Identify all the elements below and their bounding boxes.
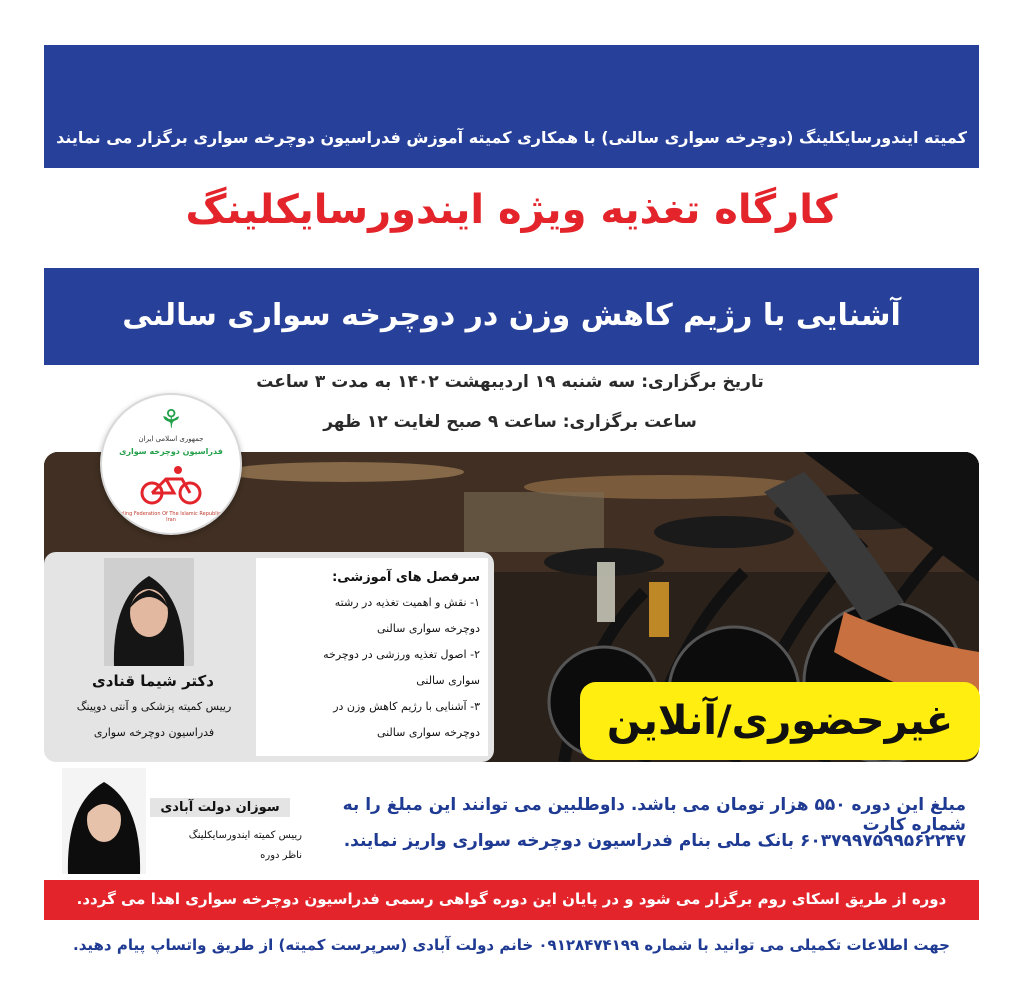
syllabus-item: ۱- نقش و اهمیت تغذیه در رشته xyxy=(334,596,480,609)
page-title: کارگاه تغذیه ویژه ایندورسایکلینگ xyxy=(185,187,838,233)
syllabus-item: دوچرخه سواری سالنی xyxy=(376,622,480,635)
syllabus-item: ۳- آشنایی با رژیم کاهش وزن در xyxy=(333,700,480,713)
syllabus-box xyxy=(256,558,488,756)
instructor-role: رییس کمیته پزشکی و آنتی دوپینگ xyxy=(76,700,232,713)
instructor-role-org: فدراسیون دوچرخه سواری xyxy=(93,726,215,739)
format-badge: غیرحضوری/آنلاین xyxy=(580,682,980,760)
certificate-notice: دوره از طریق اسکای روم برگزار می شود و در پایان این دوره گواهی رسمی فدراسیون دوچرخه سواری اهدا می گردد. xyxy=(76,890,947,908)
supervisor-photo xyxy=(62,768,146,874)
instructor-photo xyxy=(104,558,194,666)
payment-info: ۶۰۳۷۹۹۷۵۹۹۵۶۲۲۴۷ بانک ملی بنام فدراسیون دوچرخه سواری واریز نمایند. xyxy=(343,831,966,851)
organizer-line: کمیته ایندورسایکلینگ (دوچرخه سواری سالنی) با همکاری کمیته آموزش فدراسیون دوچرخه سواری برگزار می نمایند xyxy=(56,128,967,147)
iran-emblem-icon: ⚘ xyxy=(159,405,183,435)
event-date: تاریخ برگزاری: سه شنبه ۱۹ اردیبهشت ۱۴۰۲ به مدت ۳ ساعت xyxy=(256,372,764,392)
page-subtitle: آشنایی با رژیم کاهش وزن در دوچرخه سواری سالنی xyxy=(122,298,901,333)
supervisor-name: سوزان دولت آبادی xyxy=(150,798,290,817)
supervisor-role: رییس کمیته ایندورسایکلینگ xyxy=(188,830,302,841)
contact-info: جهت اطلاعات تکمیلی می توانید با شماره ۰۹۱۲۸۴۷۴۱۹۹ خانم دولت آبادی (سرپرست کمیته) از طریق واتساپ پیام دهید. xyxy=(73,936,950,954)
syllabus-item: ۲- اصول تغذیه ورزشی در دوچرخه xyxy=(323,648,480,661)
logo-english-text: Cycling Federation Of The Islamic Republic Of Iran xyxy=(113,511,229,523)
syllabus-item: دوچرخه سواری سالنی xyxy=(376,726,480,739)
supervisor-role-2: ناظر دوره xyxy=(260,850,302,861)
event-time: ساعت برگزاری: ساعت ۹ صبح لغایت ۱۲ ظهر xyxy=(323,412,697,432)
cyclist-icon xyxy=(138,465,204,505)
federation-logo xyxy=(100,393,242,535)
logo-federation-text: فدراسیون دوچرخه سواری xyxy=(119,447,223,456)
logo-republic-text: جمهوری اسلامی ایران xyxy=(138,435,204,443)
header-band xyxy=(44,45,979,168)
instructor-name: دکتر شیما قنادی xyxy=(92,672,214,690)
syllabus-title: سرفصل های آموزشی: xyxy=(332,570,480,585)
fee-info: مبلغ این دوره ۵۵۰ هزار تومان می باشد. داوطلبین می توانند این مبلغ را به شماره کارت xyxy=(342,795,966,835)
syllabus-item: سواری سالنی xyxy=(416,674,480,687)
